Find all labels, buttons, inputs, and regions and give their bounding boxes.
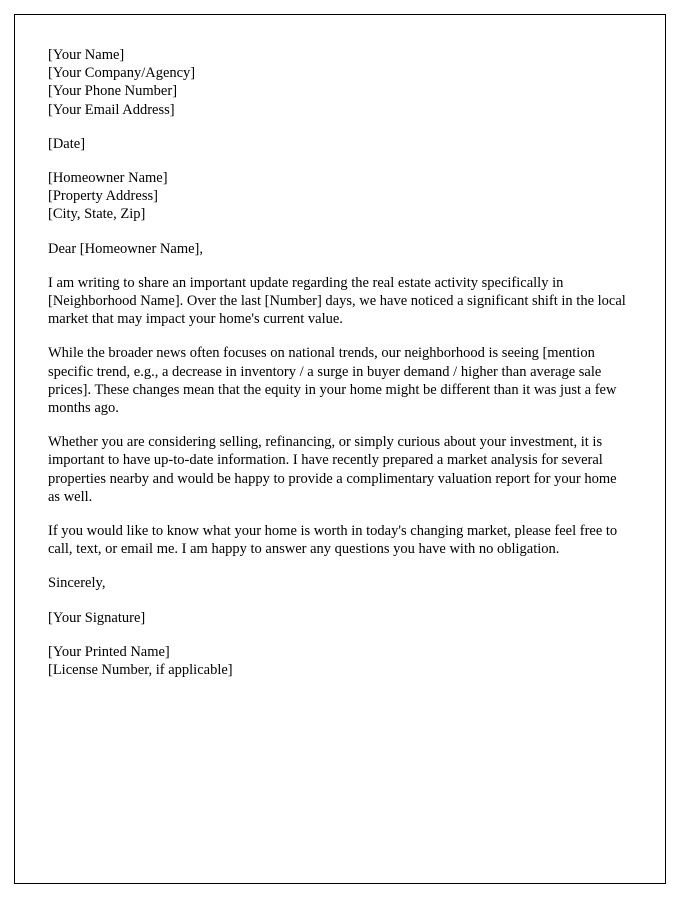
date-line: [Date] xyxy=(48,135,86,152)
printed-name-block xyxy=(48,643,632,679)
license-line: [License Number, if applicable] xyxy=(48,662,233,679)
sender-block xyxy=(48,46,632,119)
printed-name-line: [Your Printed Name] xyxy=(48,643,170,660)
closing-line: Sincerely, xyxy=(48,575,106,592)
sender-email: [Your Email Address] xyxy=(48,101,175,118)
paragraph-4: If you would like to know what your home is worth in today's changing market, please feel free to call, text, or email me. I am happy to answer any questions you have with no obligation. xyxy=(48,523,618,558)
date-block xyxy=(48,135,632,153)
closing-block xyxy=(48,574,632,592)
salutation-line: Dear [Homeowner Name], xyxy=(48,240,203,257)
recipient-city-state-zip: [City, State, Zip] xyxy=(48,206,146,223)
recipient-name: [Homeowner Name] xyxy=(48,170,168,187)
signature-block xyxy=(48,609,632,627)
recipient-block xyxy=(48,169,632,224)
paragraph-3: Whether you are considering selling, refinancing, or simply curious about your investment, it is important to have up-to-date information. I have recently prepared a market analysis for several properties nearby and would be happy to provide a complimentary valuation report for your home as well. xyxy=(48,434,617,505)
paragraph-2: While the broader news often focuses on national trends, our neighborhood is seeing [mention specific trend, e.g., a decrease in inventory / a surge in buyer demand / higher than average sale prices]. These changes mean that the equity in your home might be different than it was just a few months ago. xyxy=(48,345,617,417)
signature-line: [Your Signature] xyxy=(48,609,146,626)
letter-page xyxy=(14,14,666,884)
sender-company: [Your Company/Agency] xyxy=(48,65,196,82)
recipient-address: [Property Address] xyxy=(48,188,158,205)
paragraph-1: I am writing to share an important update regarding the real estate activity specifically in [Neighborhood Name]. Over the last [Number] days, we have noticed a significant shift in the local market that may impact your home's current value. xyxy=(48,274,626,328)
sender-phone: [Your Phone Number] xyxy=(48,83,178,100)
sender-name: [Your Name] xyxy=(48,47,125,63)
salutation-block xyxy=(48,240,632,258)
